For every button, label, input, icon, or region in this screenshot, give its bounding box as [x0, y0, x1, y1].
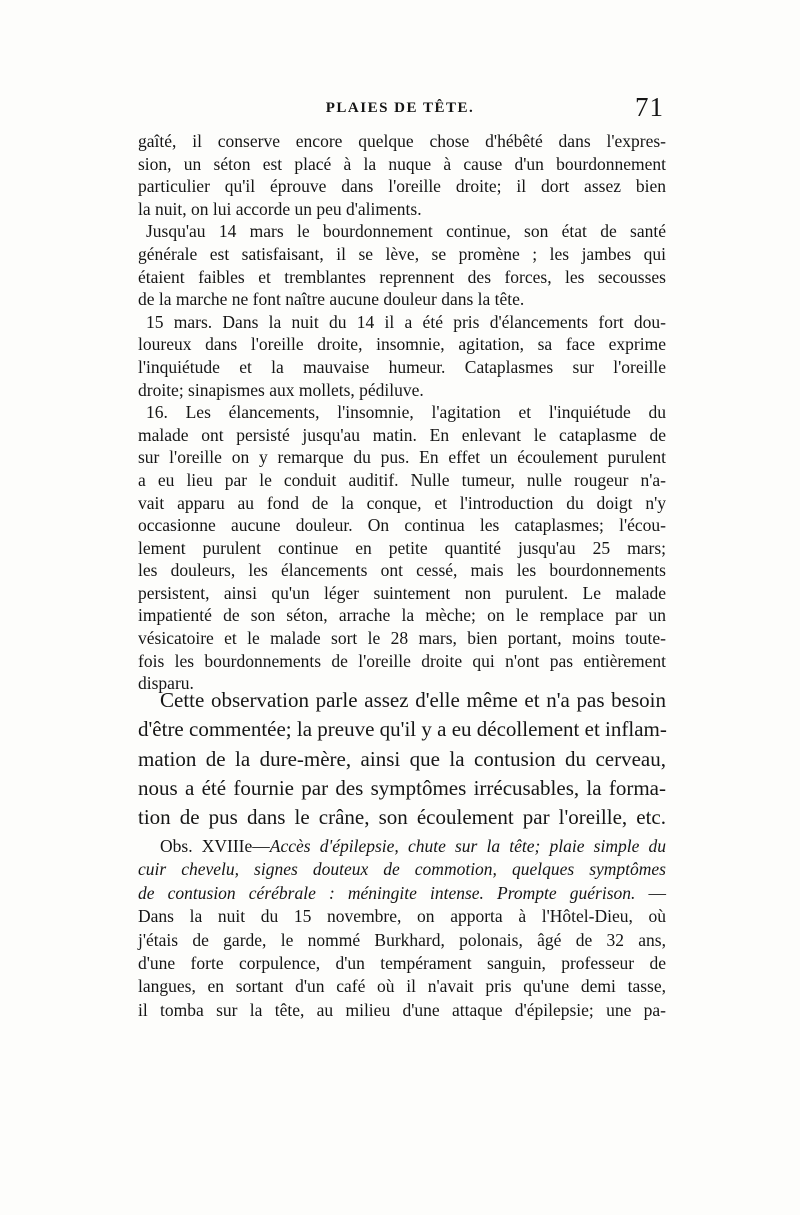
observation-title-line: cuir chevelu, signes douteux de commotion, quelques symptômes [138, 859, 666, 880]
text-line: les douleurs, les élancements ont cessé, mais les bourdonnements [138, 560, 666, 581]
text-line: de la marche ne font naître aucune douleur dans la tête. [138, 289, 525, 310]
text-line: vait apparu au fond de la conque, et l'introduction du doigt n'y [138, 492, 666, 513]
text-line: gaîté, il conserve encore quelque chose d'hébêté dans l'expres- [138, 131, 666, 151]
case-narrative [138, 130, 666, 695]
text-line: générale est satisfaisant, il se lève, se promène ; les jambes qui [138, 243, 666, 264]
text-line: sion, un séton est placé à la nuque à cause d'un bourdonnement [138, 153, 666, 174]
observation-section [138, 835, 666, 1022]
text-line: d'une forte corpulence, d'un tempérament sanguin, professeur de [138, 952, 666, 973]
text-line: loureux dans l'oreille droite, insomnie, agitation, sa face exprime [138, 334, 666, 355]
observation-title: de contusion cérébrale : méningite intense. Prompte guérison. [138, 882, 636, 903]
text-line: lement purulent continue en petite quantité jusqu'au 25 mars; [138, 537, 666, 558]
text-line: l'inquiétude et la mauvaise humeur. Cataplasmes sur l'oreille [138, 356, 666, 377]
text-line: droite; sinapismes aux mollets, pédiluve. [138, 379, 424, 400]
observation-dash: — [635, 882, 666, 903]
text-line: d'être commentée; la preuve qu'il y a eu décollement et inflam- [138, 717, 667, 742]
text-line: j'étais de garde, le nommé Burkhard, polonais, âgé de 32 ans, [138, 929, 666, 950]
text-line: vésicatoire et le malade sort le 28 mars, bien portant, moins toute- [138, 628, 666, 649]
text-line: étaient faibles et tremblantes reprennent des forces, les secousses [138, 266, 666, 287]
page-number: 71 [635, 92, 664, 122]
text-line: tion de pus dans le crâne, son écoulement par l'oreille, etc. [138, 805, 666, 830]
text-line: impatienté de son séton, arrache la mèche; on le remplace par un [138, 605, 666, 626]
text-line: nous a été fournie par des symptômes irrécusables, la forma- [138, 775, 666, 800]
text-line: disparu. [138, 673, 194, 694]
text-line: la nuit, on lui accorde un peu d'aliments. [138, 198, 422, 219]
text-line: persistent, ainsi qu'un léger suintement non purulent. Le malade [138, 582, 666, 603]
text-line: mation de la dure-mère, ainsi que la contusion du cerveau, [138, 746, 666, 771]
text-line: fois les bourdonnements de l'oreille droite qui n'ont pas entièrement [138, 650, 666, 671]
text-line: particulier qu'il éprouve dans l'oreille droite; il dort assez bien [138, 176, 666, 197]
text-line: langues, en sortant d'un café où il n'avait pris qu'une demi tasse, [138, 976, 666, 997]
running-head [136, 92, 664, 132]
observation-heading-line [138, 882, 666, 905]
text-line: 15 mars. Dans la nuit du 14 il a été pris d'élancements fort dou- [146, 311, 666, 332]
text-line: occasionne aucune douleur. On continua les cataplasmes; l'écou- [138, 515, 666, 536]
text-line: sur l'oreille on y remarque du pus. En effet un écoulement purulent [138, 447, 666, 468]
text-line: a eu lieu par le conduit auditif. Nulle tumeur, nulle rougeur n'a- [138, 469, 666, 490]
text-line: Cette observation parle assez d'elle même et n'a pas besoin [160, 688, 666, 712]
text-line: il tomba sur la tête, au milieu d'une attaque d'épilepsie; une pa- [138, 999, 666, 1020]
commentary-paragraph [138, 686, 666, 832]
text-line: Jusqu'au 14 mars le bourdonnement continue, son état de santé [146, 221, 666, 242]
running-title: PLAIES DE TÊTE. [325, 100, 475, 116]
observation-number: Obs. XVIIIe— [160, 836, 270, 856]
text-line: 16. Les élancements, l'insomnie, l'agitation et l'inquiétude du [146, 402, 666, 423]
text-line: Dans la nuit du 15 novembre, on apporta à l'Hôtel-Dieu, où [138, 906, 666, 927]
text-line: malade ont persisté jusqu'au matin. En enlevant le cataplasme de [138, 424, 666, 445]
observation-heading-line [138, 835, 666, 858]
observation-title: Accès d'épilepsie, chute sur la tête; plaie simple du [269, 836, 667, 856]
